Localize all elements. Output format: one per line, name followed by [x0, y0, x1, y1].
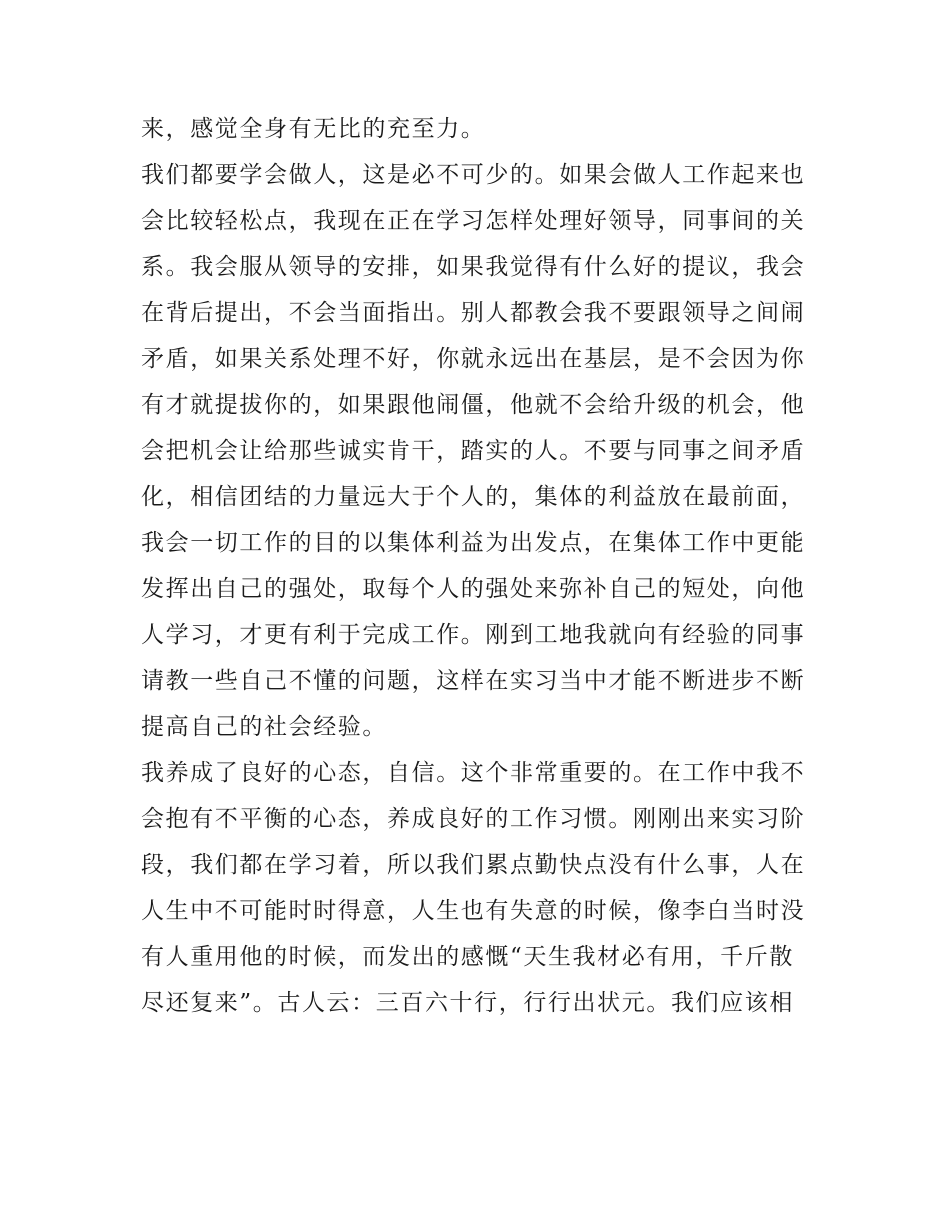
text-line: 我养成了良好的心态，自信。这个非常重要的。在工作中我不 — [141, 760, 806, 786]
text-line: 段，我们都在学习着，所以我们累点勤快点没有什么事，人在 — [141, 852, 806, 878]
text-line: 会比较轻松点，我现在正在学习怎样处理好领导，同事间的关 — [141, 208, 806, 234]
text-line: 有人重用他的时候，而发出的感慨“天生我材必有用，千斤散 — [141, 944, 794, 970]
text-line: 提高自己的社会经验。 — [141, 714, 387, 740]
body-text — [141, 106, 821, 1026]
text-line: 我们都要学会做人，这是必不可少的。如果会做人工作起来也 — [141, 162, 806, 188]
text-line: 人学习，才更有利于完成工作。刚到工地我就向有经验的同事 — [141, 622, 806, 648]
text-line: 会把机会让给那些诚实肯干，踏实的人。不要与同事之间矛盾 — [141, 438, 806, 464]
text-line: 会抱有不平衡的心态，养成良好的工作习惯。刚刚出来实习阶 — [141, 806, 806, 832]
text-line: 系。我会服从领导的安排，如果我觉得有什么好的提议，我会 — [141, 254, 806, 280]
text-line: 人生中不可能时时得意，人生也有失意的时候，像李白当时没 — [141, 898, 806, 924]
text-line: 尽还复来”。古人云：三百六十行，行行出状元。我们应该相 — [141, 990, 794, 1016]
text-line: 矛盾，如果关系处理不好，你就永远出在基层，是不会因为你 — [141, 346, 806, 372]
text-line: 请教一些自己不懂的问题，这样在实习当中才能不断进步不断 — [141, 668, 806, 694]
text-line: 来，感觉全身有无比的充至力。 — [141, 116, 486, 142]
text-line: 在背后提出，不会当面指出。别人都教会我不要跟领导之间闹 — [141, 300, 806, 326]
text-line: 化，相信团结的力量远大于个人的，集体的利益放在最前面， — [141, 484, 806, 510]
text-line: 发挥出自己的强处，取每个人的强处来弥补自己的短处，向他 — [141, 576, 806, 602]
text-line: 有才就提拔你的，如果跟他闹僵，他就不会给升级的机会，他 — [141, 392, 806, 418]
text-line: 我会一切工作的目的以集体利益为出发点，在集体工作中更能 — [141, 530, 806, 556]
